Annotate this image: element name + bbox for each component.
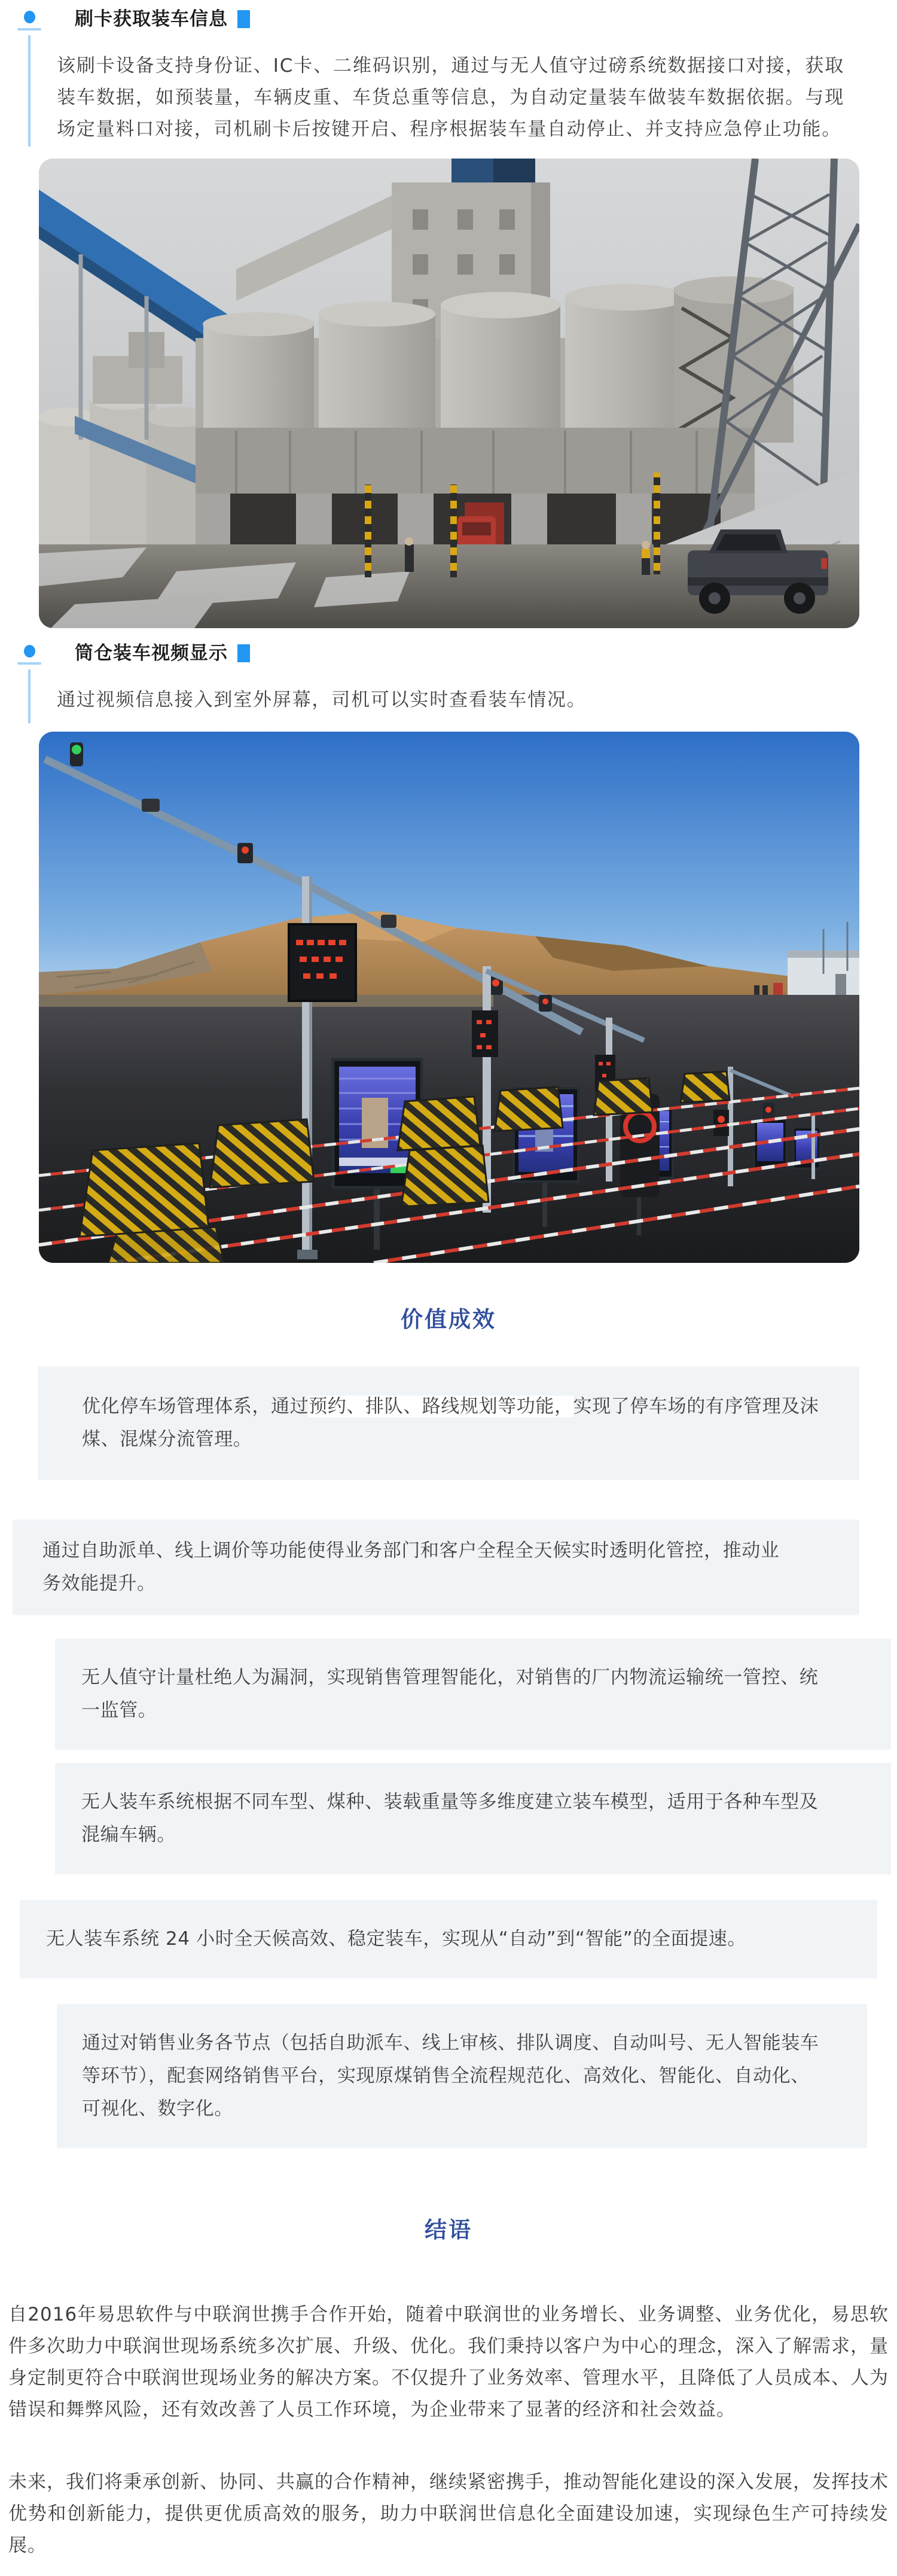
bullet-dot-icon: [24, 645, 35, 657]
bullet-dot-icon: [24, 11, 35, 23]
value-box-1-post: 实现了停车场的有序管理及沫煤、混煤分流管理。: [82, 1396, 819, 1450]
conclusion-heading: 结语: [425, 2217, 472, 2243]
value-box-4: [55, 1763, 891, 1874]
section-body: 该刷卡设备支持身份证、IC卡、二维码识别，通过与无人值守过磅系统数据接口对接，获取装车数据，如预装量，车辆皮重、车货总重等信息，为自动定量装车做装车数据依据。与现场定量料口对接，司机刷卡后按键开启、程序根据装车量自动停止、并支持应急停止功能。: [57, 55, 844, 140]
section-title: [75, 641, 897, 665]
value-box-text: 无人装车系统 24 小时全天候高效、稳定装车，实现从“自动”到“智能”的全面提速。: [46, 1928, 746, 1950]
screens-photo-art: [39, 732, 859, 1263]
section-title: [75, 7, 897, 31]
value-box-3: [55, 1639, 891, 1750]
blue-square-icon: [237, 10, 250, 28]
value-box-text: 通过自助派单、线上调价等功能使得业务部门和客户全程全天候实时透明化管控，推动业务效能提升。: [42, 1540, 780, 1594]
value-heading: 价值成效: [401, 1307, 496, 1332]
value-box-text: [82, 1390, 820, 1456]
blue-square-icon: [237, 644, 250, 662]
bullet-underline: [17, 662, 41, 665]
silo-photo-art: [39, 159, 859, 628]
section-accent-rail: [0, 7, 57, 145]
accent-vertical-line: [28, 35, 30, 147]
section-title-text: 刷卡获取装车信息: [75, 8, 228, 30]
value-box-1-pre: 优化停车场管理体系，通过: [82, 1396, 309, 1417]
value-box-text: 无人装车系统根据不同车型、煤种、装载重量等多维度建立装车模型，适用于各种车型及混编车辆。: [81, 1791, 819, 1846]
value-box-5: [20, 1900, 877, 1978]
section-accent-rail: [0, 641, 57, 716]
value-box-text: 通过对销售业务各节点（包括自助派车、线上审核、排队调度、自动叫号、无人智能装车等环节），配套网络销售平台，实现原煤销售全流程规范化、高效化、智能化、自动化、可视化、数字化。: [82, 2032, 819, 2120]
bullet-underline: [17, 28, 41, 31]
value-box-1: [38, 1366, 859, 1480]
section-body: 通过视频信息接入到室外屏幕，司机可以实时查看装车情况。: [57, 689, 587, 711]
section-video-display: [0, 641, 897, 716]
value-box-2: [13, 1520, 859, 1615]
outdoor-screens-photo[interactable]: [39, 732, 859, 1263]
conclusion-paragraph-1: 自2016年易思软件与中联润世携手合作开始，随着中联润世的业务增长、业务调整、业务优化，易思软件多次助力中联润世现场系统多次扩展、升级、优化。我们秉持以客户为中心的理念，深入了解需求，量身定制更符合中联润世现场业务的解决方案。不仅提升了业务效率、管理水平，且降低了人员成本、人为错误和舞弊风险，还有效改善了人员工作环境，为企业带来了显著的经济和社会效益。: [8, 2304, 889, 2420]
accent-vertical-line: [28, 669, 30, 723]
section-title-text: 筒仓装车视频显示: [75, 643, 228, 664]
value-box-6: [57, 2004, 867, 2148]
section-card-swipe: [0, 7, 897, 145]
value-box-text: 无人值守计量杜绝人为漏洞，实现销售管理智能化，对销售的厂内物流运输统一管控、统一监管。: [81, 1667, 819, 1721]
value-box-1-highlight: 预约、排队、路线规划等功能，: [309, 1396, 573, 1417]
conclusion-paragraph-2: 未来，我们将秉承创新、协同、共赢的合作精神，继续紧密携手，推动智能化建设的深入发展，发挥技术优势和创新能力，提供更优质高效的服务，助力中联润世信息化全面建设加速，实现绿色生产可持续发展。: [8, 2471, 889, 2556]
silo-loading-photo[interactable]: [39, 159, 859, 628]
